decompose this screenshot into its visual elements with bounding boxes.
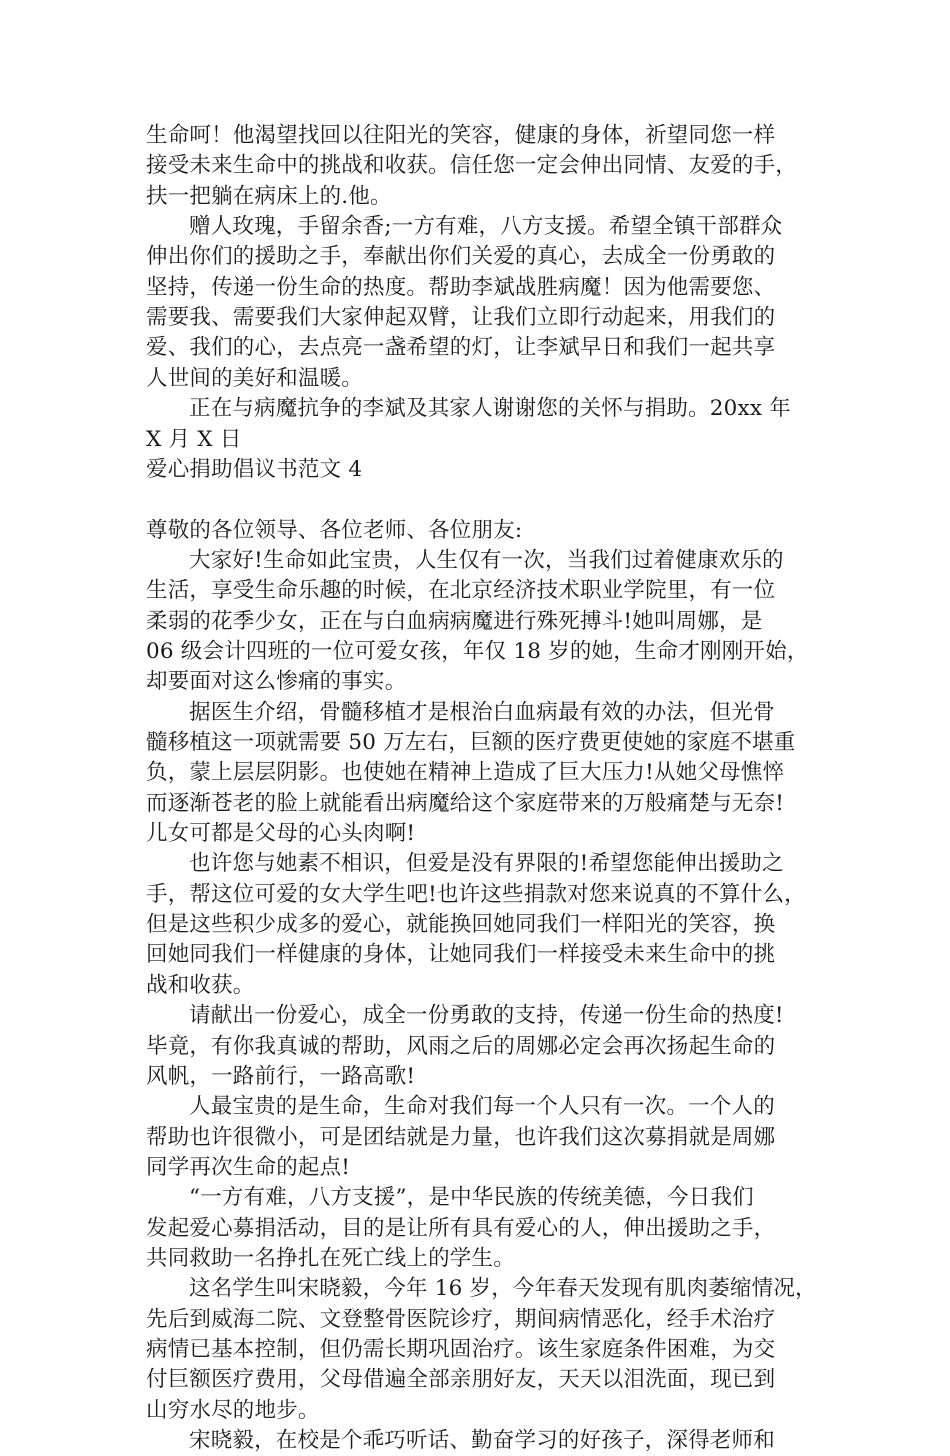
text-line: 付巨额医疗费用，父母借遍全部亲朋好友，天天以泪洗面，现已到 — [146, 1367, 776, 1393]
text-line: 生命呵！他渴望找回以往阳光的笑容，健康的身体，祈望同您一样 — [146, 123, 776, 148]
section-heading: 爱心捐助倡议书范文 4 — [146, 456, 363, 482]
text-line: 帮助也许很微小，可是团结就是力量，也许我们这次募捐就是周娜 — [146, 1124, 776, 1150]
text-line: 大家好!生命如此宝贵，人生仅有一次，当我们过着健康欢乐的 — [189, 547, 784, 573]
text-line: 这名学生叫宋晓毅，今年 16 岁，今年春天发现有肌肉萎缩情况， — [189, 1276, 817, 1302]
text-line: 宋晓毅，在校是个乖巧听话、勤奋学习的好孩子，深得老师和 — [189, 1428, 775, 1454]
text-line: 柔弱的花季少女，正在与白血病病魔进行殊死搏斗!她叫周娜，是 — [146, 608, 763, 634]
text-line: 扶一把躺在病床上的.他。 — [146, 183, 392, 209]
text-line: 请献出一份爱心，成全一份勇敢的支持，传递一份生命的热度! — [189, 1003, 784, 1029]
text-line: 风帆，一路前行，一路高歌! — [146, 1063, 416, 1089]
text-line: 也许您与她素不相识，但爱是没有界限的!希望您能伸出援助之 — [189, 851, 784, 877]
text-line: 伸出你们的援助之手，奉献出你们关爱的真心，去成全一份勇敢的 — [146, 244, 776, 270]
salutation: 尊敬的各位领导、各位老师、各位朋友: — [146, 517, 523, 543]
text-line: 发起爱心募捐活动，目的是让所有具有爱心的人，伸出援助之手， — [146, 1215, 776, 1241]
text-line: 战和收获。 — [146, 972, 255, 998]
text-line: 手，帮这位可爱的女大学生吧!也许这些捐款对您来说真的不算什么， — [146, 881, 806, 907]
text-line: “一方有难，八方支援”，是中华民族的传统美德，今日我们 — [189, 1185, 754, 1211]
text-line: 病情已基本控制，但仍需长期巩固治疗。该生家庭条件困难，为交 — [146, 1337, 776, 1362]
text-line: 儿女可都是父母的心头肉啊! — [146, 821, 416, 847]
text-line: 赠人玫瑰，手留余香;一方有难，八方支援。希望全镇干部群众 — [189, 214, 783, 240]
text-line: 接受未来生命中的挑战和收获。信任您一定会伸出同情、友爱的手， — [146, 153, 798, 179]
text-line: 据医生介绍，骨髓移植才是根治白血病最有效的办法，但光骨 — [189, 699, 775, 725]
text-line: 负，蒙上层层阴影。也使她在精神上造成了巨大压力!从她父母憔悴 — [146, 760, 785, 786]
text-line: 毕竟，有你我真诚的帮助，风雨之后的周娜必定会再次扬起生命的 — [146, 1033, 776, 1059]
text-line: 人最宝贵的是生命，生命对我们每一个人只有一次。一个人的 — [189, 1094, 775, 1120]
text-line: 却要面对这么惨痛的事实。 — [146, 669, 407, 695]
text-line: 髓移植这一项就需要 50 万左右，巨额的医疗费更使她的家庭不堪重 — [146, 730, 796, 755]
text-line: 同学再次生命的起点! — [146, 1154, 351, 1180]
text-line: 回她同我们一样健康的身体，让她同我们一样接受未来生命中的挑 — [146, 942, 776, 968]
text-line: 共同救助一名挣扎在死亡线上的学生。 — [146, 1245, 515, 1271]
text-line: 人世间的美好和温暖。 — [146, 365, 364, 391]
text-line: 而逐渐苍老的脸上就能看出病魔给这个家庭带来的万般痛楚与无奈! — [146, 790, 785, 816]
text-line: 正在与病魔抗争的李斌及其家人谢谢您的关怀与捐助。20xx 年 — [189, 396, 791, 422]
text-line: 06 级会计四班的一位可爱女孩，年仅 18 岁的她，生命才刚刚开始， — [146, 638, 809, 664]
text-line: 但是这些积少成多的爱心，就能换回她同我们一样阳光的笑容，换 — [146, 912, 776, 938]
text-line: 需要我、需要我们大家伸起双臂，让我们立即行动起来，用我们的 — [146, 305, 776, 331]
text-line: 山穷水尽的地步。 — [146, 1397, 320, 1423]
text-line: 生活，享受生命乐趣的时候，在北京经济技术职业学院里，有一位 — [146, 578, 776, 604]
text-line: 先后到威海二院、文登整骨医院诊疗，期间病情恶化，经手术治疗 — [146, 1306, 776, 1332]
text-line: 爱、我们的心，去点亮一盏希望的灯，让李斌早日和我们一起共享 — [146, 335, 776, 361]
text-line: 坚持，传递一份生命的热度。帮助李斌战胜病魔！因为他需要您、 — [146, 274, 776, 300]
text-line: X 月 X 日 — [146, 426, 242, 452]
